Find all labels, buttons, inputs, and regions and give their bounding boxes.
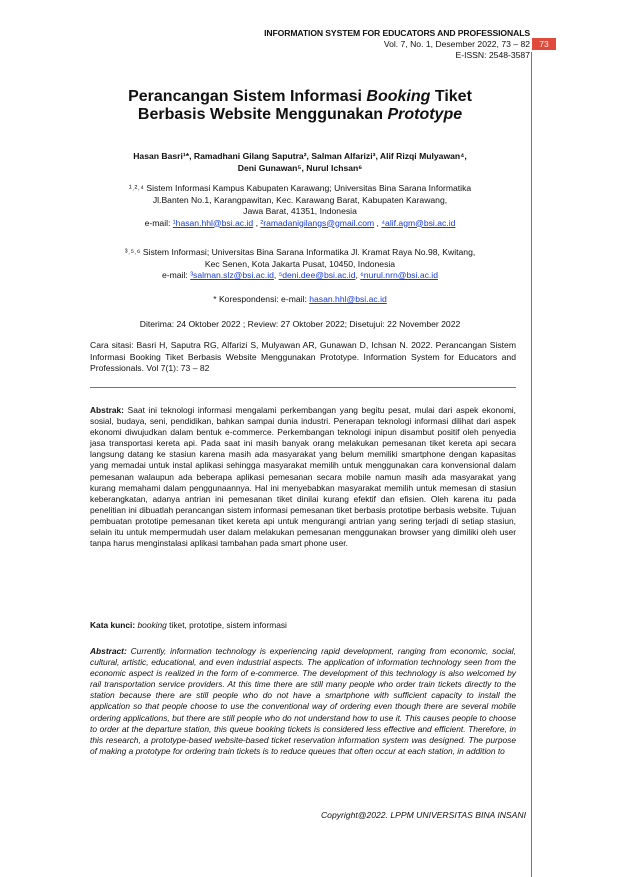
affiliation-1 (100, 183, 500, 229)
abstrak-text: Saat ini teknologi informasi mengalami perkembangan yang begitu pesat, mulai dari aspek ekonomi, sosial, budaya, seni, pendidikan, bahkan sampai dunia industri. Penerapan teknologi informasi dilihat dari aspek ekonomi diwujudkan dalam bentuk e-commerce. Perkembangan teknologi inipun disambut positif oleh penyedia jasa transportasi kereta api. Pada saat ini masih banyak orang melakukan pemesanan tiket kereta api secara langsung datang ke stasiun karena masih ada masyarakat yang belum memiliki smartphone dengan kapasitas yang memadai untuk instal aplikasi sehingga masyarakat memilih untuk menggunakan cara konvensional dalam pemesanan walaupun ada beberapa aplikasi pemesanan secara mobile namun masih ada masyarakat yang kurang memahami dalam penggunaannya. Hal ini menyebabkan masyarakat memilih untuk memesan di stasiun keberangkatan, adanya antrian ini pemesanan tiket dinilai kurang efektif dan efisien. Oleh karena itu pada penelitian ini dibuatlah perancangan sistem informasi pemesanan tiket berbasis prototipe berbasis website. Tujuan pembuatan prototipe pemesanan tiket kereta api untuk mengurangi antrian yang sering terjadi di setiap stasiun, selain itu untuk mempermudah user dalam melakukan pemesanan menggunakan browser yang dimiliki oleh user tanpa harus menginstalasi aplikasi tambahan pada smart phone user. (90, 405, 516, 549)
author-list (90, 150, 510, 174)
abstract-label: Abstract: (90, 646, 127, 656)
separator: , (273, 270, 279, 280)
keywords-text: tiket, prototipe, sistem informasi (166, 620, 287, 630)
copyright-footer: Copyright@2022. LPPM UNIVERSITAS BINA INSANI (320, 810, 526, 820)
email-link[interactable]: ³salman.slz@bsi.ac.id (190, 270, 274, 280)
separator: , (253, 217, 261, 228)
correspondence (100, 294, 500, 306)
affiliation-emails (100, 270, 500, 282)
email-link[interactable]: ⁵deni.dee@bsi.ac.id (278, 270, 356, 280)
title-italic: Booking (366, 88, 431, 105)
citation-block: Cara sitasi: Basri H, Saputra RG, Alfarizi S, Mulyawan AR, Gunawan D, Ichsan N. 2022. Perancangan Sistem Informasi Booking Tiket Berbasis Website Menggunakan Prototype. Information System for Educators and Professionals. Vol 7(1): 73 – 82 (90, 340, 516, 373)
email-link[interactable]: ²ramadanigilangs@gmail.com (260, 217, 375, 228)
journal-volume: Vol. 7, No. 1, Desember 2022, 73 – 82 (383, 39, 530, 49)
page-number-badge: 73 (532, 38, 556, 50)
margin-rule (531, 52, 532, 877)
keywords-label: Kata kunci: (90, 620, 136, 630)
journal-header (264, 28, 530, 61)
email-link[interactable]: ¹hasan.hhl@bsi.ac.id (172, 217, 254, 228)
abstrak-label: Abstrak: (90, 405, 124, 415)
separator: , (355, 270, 361, 280)
abstract-english-block (90, 646, 516, 757)
keywords-italic: booking (135, 620, 167, 630)
abstract-text: Currently, information technology is experiencing rapid development, ranging from economic, social, cultural, artistic, educational, and even industrial aspects. The application of information technology seen from the economic aspect is realized in the form of e-commerce. The development of this technology is also welcomed by rail transportation service providers. At this time there are still many people who order train tickets directly to the station because there are still people who do not have a smartphone with sufficient capacity to install the application so that people choose to use the conventional way of ordering even though there are several mobile ordering applications, but there are still people who do not understand how to use it. This causes people to choose to order at the departure station, this queue booking tickets is considered less effective and efficient. Therefore, in this research, a prototype-based website-based ticket reservation information system was designed. The purpose of making a prototype for ordering train tickets is to reduce queues that often occur at each station, in addition to (90, 646, 516, 756)
email-label: e-mail: (144, 217, 173, 228)
submission-dates: Diterima: 24 Oktober 2022 ; Review: 27 Oktober 2022; Disetujui: 22 November 2022 (139, 319, 461, 329)
email-link[interactable]: ⁶nurul.nrn@bsi.ac.id (360, 270, 438, 280)
affiliation-line: Kec Senen, Kota Jakarta Pusat, 10450, Indonesia (204, 258, 396, 269)
correspondence-email-link[interactable]: hasan.hhl@bsi.ac.id (309, 294, 387, 304)
title-italic: Prototype (387, 106, 463, 123)
title-text: Berbasis Website Menggunakan (137, 106, 388, 123)
divider (90, 387, 516, 388)
affiliation-emails (100, 218, 500, 230)
affiliation-2 (100, 247, 500, 282)
title-text: Perancangan Sistem Informasi (128, 88, 367, 105)
paper-title (90, 88, 510, 124)
affiliation-line: ¹˒²˒⁴ Sistem Informasi Kampus Kabupaten Karawang; Universitas Bina Sarana Informatika (128, 183, 472, 193)
affiliation-line: Jl.Banten No.1, Karangpawitan, Kec. Karawang Barat, Kabupaten Karawang, (152, 194, 448, 205)
authors-line: Hasan Basri¹*, Ramadhani Gilang Saputra², Salman Alfarizi³, Alif Rizqi Mulyawan⁴, (133, 151, 467, 161)
abstrak-block (90, 405, 516, 549)
journal-eissn: E-ISSN: 2548-3587 (455, 50, 530, 60)
affiliation-line: Jawa Barat, 41351, Indonesia (243, 206, 357, 216)
title-text: Tiket (430, 88, 472, 105)
keywords (90, 620, 516, 631)
journal-title: INFORMATION SYSTEM FOR EDUCATORS AND PROFESSIONALS (264, 28, 530, 38)
affiliation-line: ³˒⁵˒⁶ Sistem Informasi; Universitas Bina Sarana Informatika Jl. Kramat Raya No.98, Kwitang, (124, 247, 476, 257)
email-link[interactable]: ⁴alif.agm@bsi.ac.id (381, 217, 456, 228)
authors-line: Deni Gunawan⁵, Nurul Ichsan⁶ (237, 163, 363, 173)
email-label: e-mail: (162, 270, 191, 280)
correspondence-label: * Korespondensi: e-mail: (213, 294, 310, 304)
separator: , (374, 217, 382, 228)
